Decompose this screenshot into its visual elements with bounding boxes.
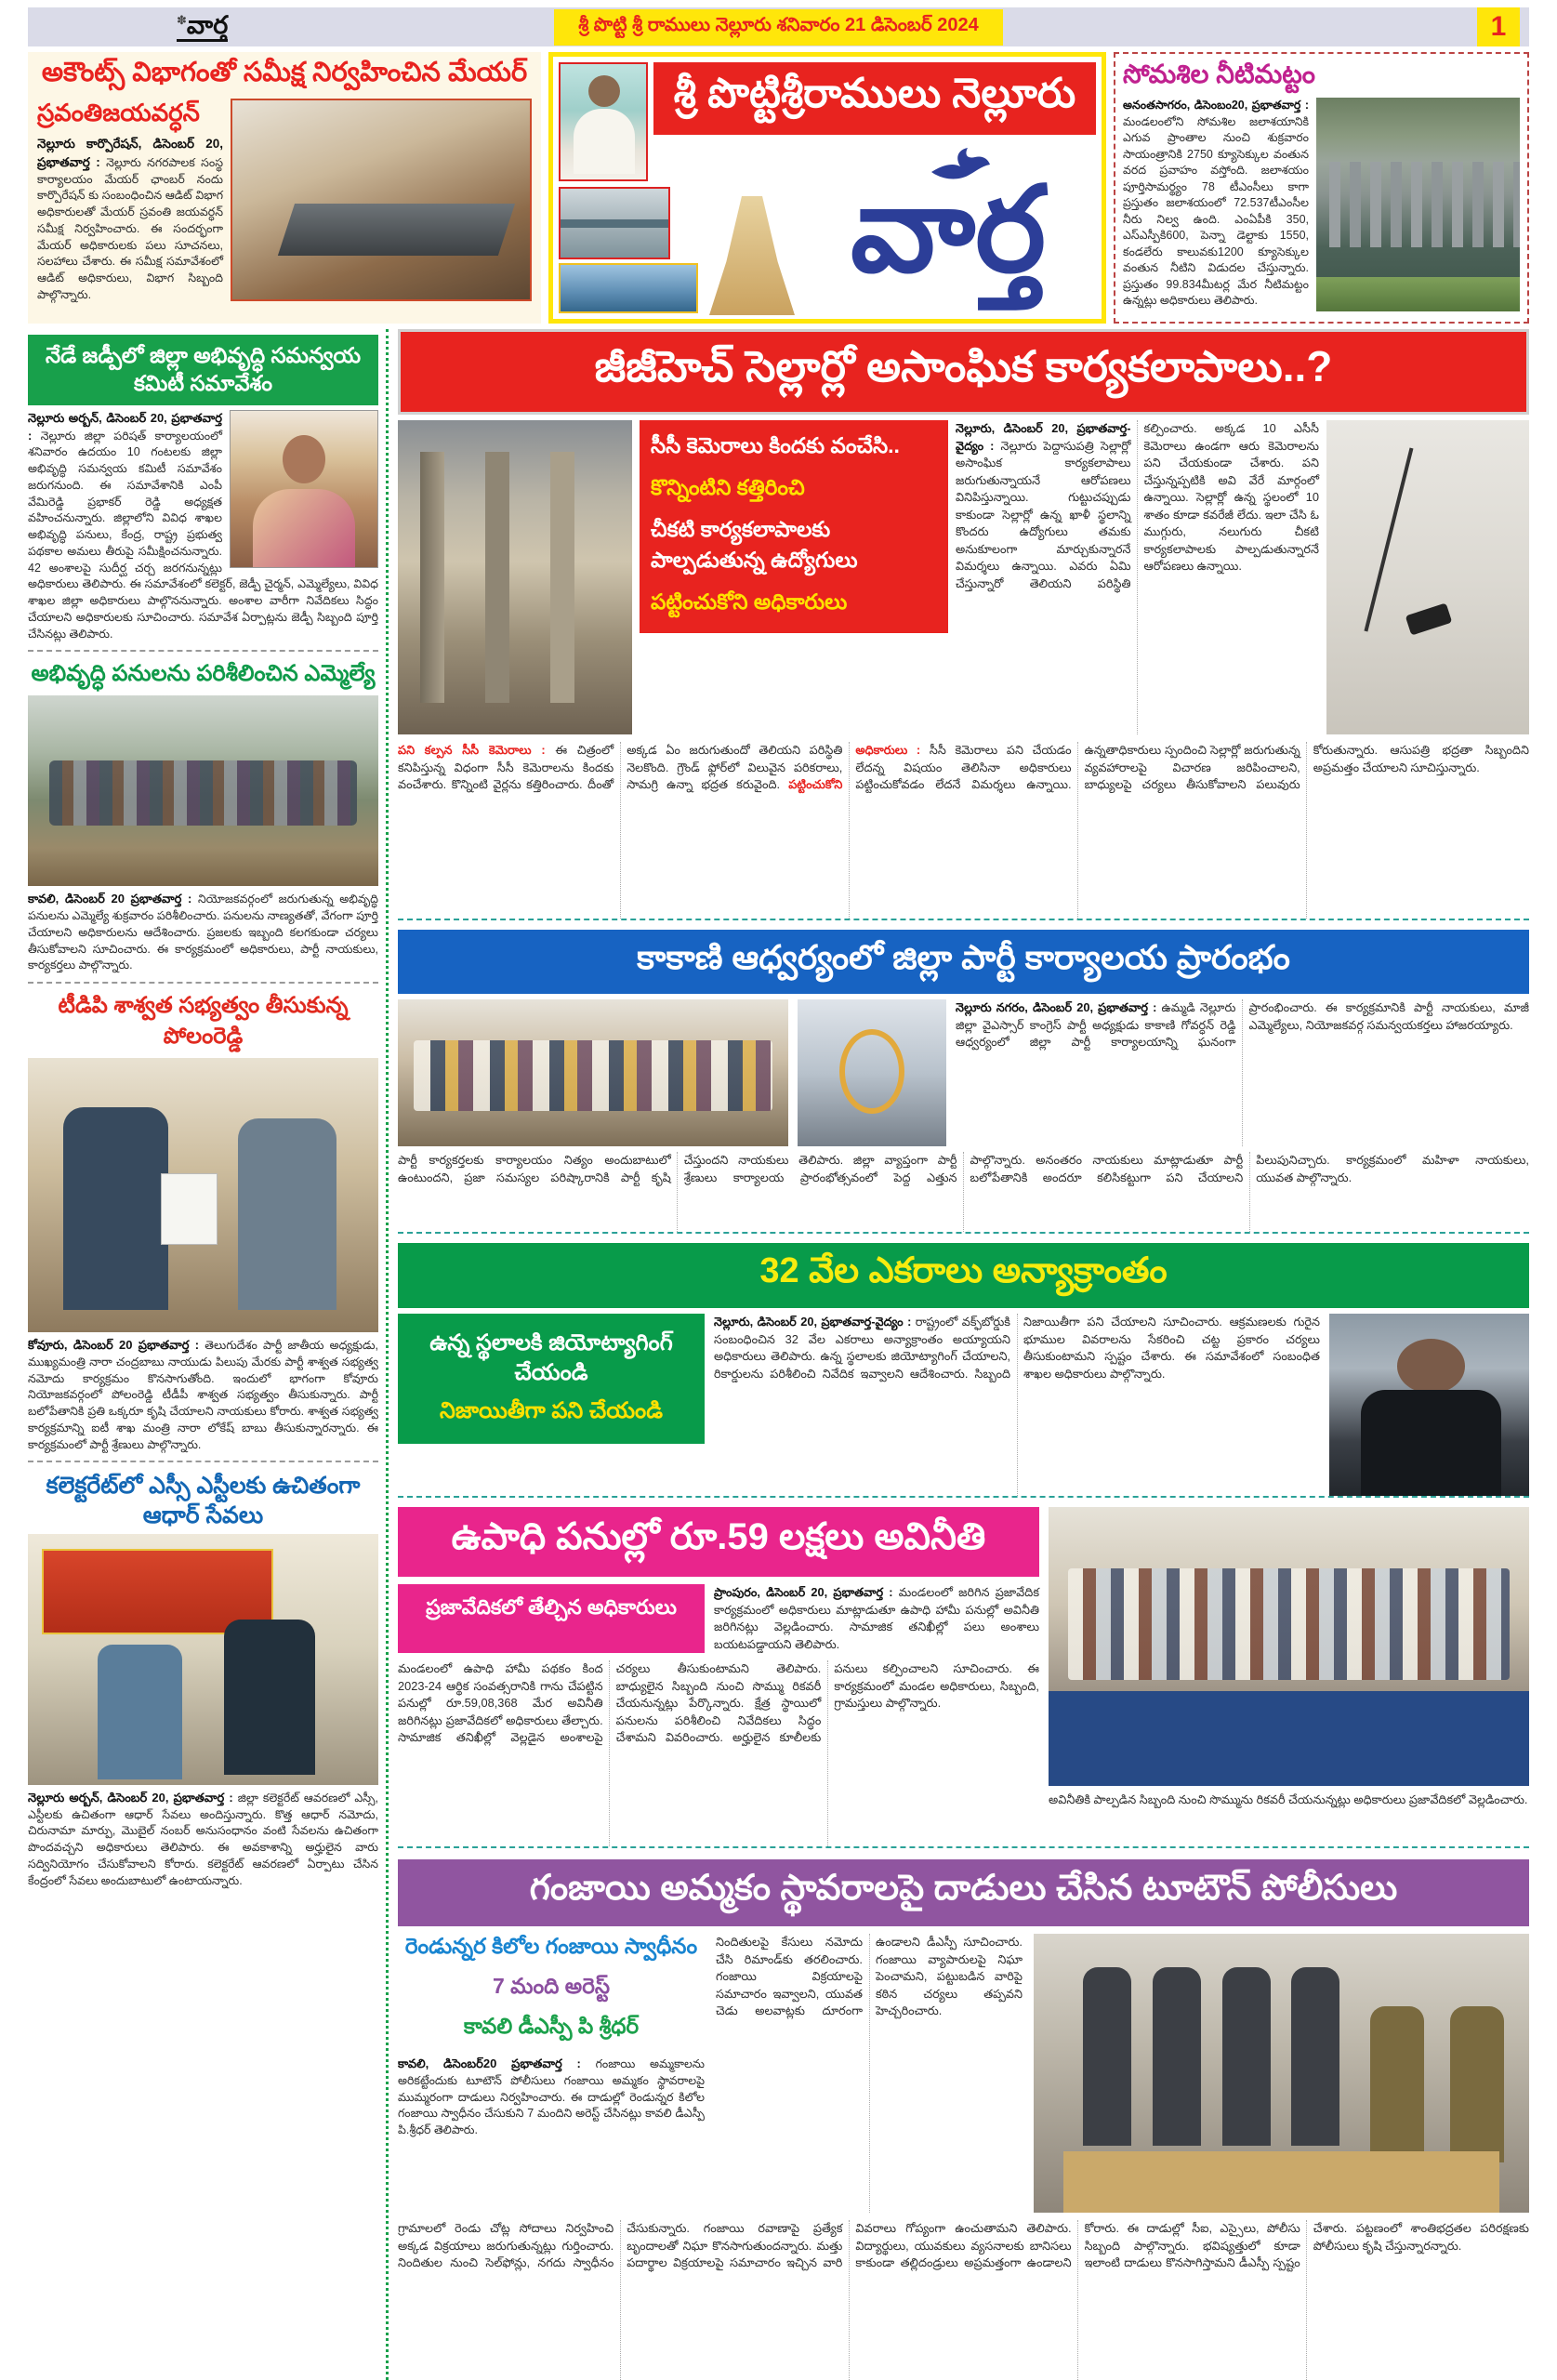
k32-dateline: నెల్లూరు, డిసెంబర్ 20, ప్రభాతవార్త-వైద్యం : [714,1315,912,1329]
mla-headline: అభివృద్ధి పనులను పరిశీలించిన ఎమ్మెల్యే [31,661,376,687]
tdp-dateline: కోవూరు, డిసెంబర్ 20 ప్రభాతవార్త : [28,1338,200,1353]
article-somasila [1114,52,1529,324]
ganja-body-3: గ్రామాలలో రెండు చోట్ల సోదాలు నిర్వహించి అక్కడ విక్రయాలు జరుగుతున్నట్లు గుర్తించారు. నిందితుల నుంచి సెల్‌ఫోన్లు, నగదు స్వాధీనం చేసుకున్నారు. గంజాయి రవాణాపై ప్రత్యేక బృందాలతో నిఘా కొనసాగుతుందన్నారు. మత్తు పదార్థాల విక్రయాలపై సమాచారం ఇచ్చిన వారి వివరాలు గోప్యంగా ఉంచుతామని తెలిపారు. విద్యార్థులు, యువకులు వ్యసనాలకు బానిసలు కాకుండా తల్లిదండ్రులు అప్రమత్తంగా ఉండాలని కోరారు. ఈ దాడుల్లో సీఐ, ఎస్సైలు, పోలీసు సిబ్బంది పాల్గొన్నారు. భవిష్యత్తులో కూడా ఇలాంటి దాడులు కొనసాగిస్తామని డీఎస్పీ స్పష్టం చేశారు. పట్టణంలో శాంతిభద్రతల పరిరక్షణకు పోలీసులు కృషి చేస్తున్నారన్నారు. [398,2221,1529,2270]
somasila-body: మండలంలోని సోమశిల జలాశయానికి ఎగువ ప్రాంతాల నుంచి శుక్రవారం సాయంత్రానికి 2750 క్యూసెక్కుల వంతున వరద ప్రవాహం వస్తోంది. జలాశయం పూర్తిసామర్థ్యం 78 టీఎంసీలు కాగా ప్రస్తుతం జలాశయంలో 72.537టీఎంసీల నీరు నిల్వ ఉంది. ఎంఏపీకి 350, ఎస్ఎస్పీకి600, పెన్నా డెల్టాకు 1550, కండలేరు కాలువకు1200 క్యూసెక్కుల వంతున నీటిని విడుదల చేస్తున్నారు. ప్రస్తుతం 99.834మీటర్ల మేర నీటిమట్టం ఉన్నట్లు అధికారులు తెలిపారు. [1123,114,1309,307]
kakani-headline: కాకాణి ఆధ్వర్యంలో జిల్లా పార్టీ కార్యాలయ ప్రారంభం [398,930,1529,994]
ggh-body-1: నెల్లూరు పెద్దాసుపత్రి సెల్లార్లో అసాంఘిక కార్యకలాపాలు జరుగుతున్నాయనే ఆరోపణలు వినిపిస్తున్నాయి. గుట్టుచప్పుడు కాకుండా సెల్లార్లో ఉన్న ఖాళీ స్థలాన్ని కొందరు ఉద్యోగులు తమకు అనుకూలంగా మార్చుకున్నారనే విమర్శలు ఉన్నాయి. ఎవరు ఏమి చేస్తున్నారో తెలియని పరిస్థితి కల్పించారు. [956,421,1197,590]
masthead [548,52,1106,324]
ganja-subhead-2: 7 మంది అరెస్ట్ [493,1974,610,1999]
article-upadhi-corruption [398,1496,1529,1846]
k32-headline: 32 వేల ఎకరాలు అన్యాక్రాంతం [398,1243,1529,1308]
kakani-body-2: పార్టీ కార్యకర్తలకు కార్యాలయం నిత్యం అందుబాటులో ఉంటుందని, ప్రజా సమస్యల పరిష్కారానికి పార్టీ కృషి చేస్తుందని నాయకులు తెలిపారు. జిల్లా వ్యాప్తంగా పార్టీ శ్రేణులు కార్యాలయ ప్రారంభోత్సవంలో పెద్ద ఎత్తున పాల్గొన్నారు. అనంతరం నాయకులు మాట్లాడుతూ పార్టీ బలోపేతానికి అందరూ కలిసికట్టుగా పని చేయాలని పిలుపునిచ్చారు. కార్యక్రమంలో మహిళా నాయకులు, యువత పాల్గొన్నారు. [398,1153,1529,1184]
upadhi-dateline: ప్రాంపురం, డిసెంబర్ 20, ప్రభాతవార్త : [714,1585,893,1599]
party-office-garland-photo [798,999,946,1146]
upadhi-headline: ఉపాధి పనుల్లో రూ.59 లక్షలు అవినీతి [398,1507,1039,1577]
page-number: 1 [1477,7,1520,46]
harbor-photo [559,263,698,313]
ggh-dateline: నెల్లూరు, డిసెంబర్ 20, ప్రభాతవార్త-వైద్యం : [956,421,1131,453]
article-32k-acres [398,1232,1529,1496]
top-bar [28,7,1529,46]
upadhi-side-text: మండలంలో జరిగిన ప్రజావేదిక కార్యక్రమంలో అధికారులు మాట్లాడుతూ ఉపాధి హామీ పనుల్లో అవినీతి జరిగినట్లు వెల్లడించారు. సామాజిక తనిఖీల్లో పలు అంశాలు బయటపడ్డాయని తెలిపారు. [714,1585,1039,1651]
flower-icon: ✽ [177,12,187,27]
mayor-headline: అకౌంట్స్ విభాగంతో సమీక్ష నిర్వహించిన మేయర్ [41,58,528,87]
date-strip: శ్రీ పొట్టి శ్రీ రాములు నెల్లూరు శనివారం 21 డిసెంబర్ 2024 [554,9,1003,46]
k32-body: రాష్ట్రంలో వక్ఫ్‌బోర్డుకి సంబంధించిన 32 వేల ఎకరాలు అన్యాక్రాంతం అయ్యాయని అధికారులు తెలిపారు. ఉన్న స్థలాలకు జియోట్యాగింగ్ చేయాలని, రికార్డులను పరిశీలించి నివేదిక ఇవ్వాలని ఆదేశించారు. సిబ్బంది నిజాయితీగా పని చేయాలని సూచించారు. ఆక్రమణలకు గురైన భూముల వివరాలను సేకరించి చట్ట ప్రకారం చర్యలు తీసుకుంటామని స్పష్టం చేశారు. ఈ సమావేశంలో సంబంధిత శాఖల అధికారులు పాల్గొన్నారు. [714,1315,1320,1381]
tdp-body: తెలుగుదేశం పార్టీ జాతీయ అధ్యక్షుడు, ముఖ్యమంత్రి నారా చంద్రబాబు నాయుడు పిలుపు మేరకు పార్టీ శాశ్వత సభ్యత్వ నమోదు కార్యక్రమం కొనసాగుతోంది. ఇందులో భాగంగా కోవూరు నియోజకవర్గంలో పోలంరెడ్డి టీడీపీ శాశ్వత సభ్యత్వం తీసుకున్నారు. పార్టీ బలోపేతానికి ప్రతి ఒక్కరూ కృషి చేయాలని నాయకులు కోరారు. శాశ్వత సభ్యత్వ కార్యక్రమాన్ని ఐటీ శాఖ మంత్రి నారా లోకేష్ బాబు తీసుకున్నారన్నారు. ఈ కార్యక్రమంలో పార్టీ శ్రేణులు పాల్గొన్నారు. [28,1339,378,1451]
article-zp-meeting [28,329,378,642]
k32-subhead-box [398,1314,705,1444]
zp-official-portrait [230,410,378,568]
upadhi-body: మండలంలో ఉపాధి హామీ పథకం కింద 2023-24 ఆర్థిక సంవత్సరానికి గాను చేపట్టిన పనుల్లో రూ.59,08,368 మేర అవినీతి జరిగినట్లు ప్రజావేదికలో అధికారులు తేల్చారు. సామాజిక తనిఖీల్లో వెల్లడైన అంశాలపై చర్యలు తీసుకుంటామని తెలిపారు. బాధ్యులైన సిబ్బంది నుంచి సొమ్ము రికవరీ చేయనున్నట్లు పేర్కొన్నారు. క్షేత్ర స్థాయిలో పనులను పరిశీలించి నివేదికలు సిద్ధం చేశామని వివరించారు. అర్హులైన కూలీలకు పనులు కల్పించాలని సూచించారు. ఈ కార్యక్రమంలో మండల అధికారులు, సిబ్బంది, గ్రామస్తులు పాల్గొన్నారు. [398,1661,1039,1745]
ggh-body-2: అక్కడ 10 ఎసీసీ కెమెరాలు ఉండగా ఆరు కెమెరాలను పని చేయకుండా చేశారు. పని చేస్తున్నప్పటికి అవి వేరే మార్గంలో ఉన్నాయి. సెల్లార్లో ఉన్న స్థలంలో 10 శాతం కూడా కవరేజీ లేదు. ఇలా చేసి ఓ ముగ్గురు, నలుగురు చీకటి కార్యకలాపాలకు పాల్పడుతున్నారనే ఆరోపణలు ఉన్నాయి. [1143,421,1319,574]
mayor-meeting-photo [231,99,532,301]
tdp-membership-photo [28,1058,378,1332]
police-arrest-photo [1034,1934,1529,2213]
mayor-body: నెల్లూరు నగరపాలక సంస్థ కార్యాలయం మేయర్ ఛాంబర్ నందు కార్పొరేషన్ కు సంబంధించిన ఆడిట్ విభాగ అధికారులతో మేయర్ స్రవంతి జయవర్ధన్ సమీక్ష నిర్వహించారు. ఈ సందర్భంగా మేయర్ అధికారులకు పలు సూచనలు, సలహాలు చేశారు. ఈ సమీక్ష సమావేశంలో ఆడిట్ అధికారులు, విభాగ సిబ్బంది పాల్గొన్నారు. [37,155,223,301]
kakani-body-1: ఉమ్మడి నెల్లూరు జిల్లా వైఎస్సార్ కాంగ్రెస్ పార్టీ అధ్యక్షుడు కాకాణి గోవర్ధన్ రెడ్డి ఆధ్వర్యంలో జిల్లా పార్టీ కార్యాలయాన్ని ఘనంగా ప్రారంభించారు. ఈ కార్యక్రమానికి పార్టీ నాయకులు, మాజీ ఎమ్మెల్యేలు, నియోజకవర్గ సమన్వయకర్తలు హాజరయ్యారు. [956,1000,1529,1050]
ggh-subhead-4: పట్టించుకోని అధికారులు [651,589,848,614]
zp-dateline: నెల్లూరు అర్బన్, డిసెంబర్ 20, ప్రభాతవార్త : [28,410,222,443]
left-column [28,329,389,2380]
article-aadhaar-services [28,1461,378,1889]
ganja-body-1: గంజాయి అమ్మకాలను అరికట్టేందుకు టూటౌన్ పోలీసులు గంజాయి అమ్మకం స్థావరాలపై ముమ్మరంగా దాడులు నిర్వహించారు. ఈ దాడుల్లో రెండున్నర కిలోల గంజాయి స్వాధీనం చేసుకుని 7 మందిని అరెస్ట్ చేసినట్లు కావలి డీఎస్పీ పి.శ్రీధర్ తెలిపారు. [398,2057,705,2137]
ggh-subhead-3: చీకటి కార్యకలాపాలకు పాల్పడుతున్న ఉద్యోగులు [651,517,858,572]
aadhaar-body: జిల్లా కలెక్టరేట్ ఆవరణలో ఎస్సీ, ఎస్టీలకు ఉచితంగా ఆధార్ సేవలు అందిస్తున్నారు. కొత్త ఆధార్ నమోదు, చిరునామా మార్పు, మొబైల్ నంబర్ అనుసంధానం వంటి సేవలను ఉచితంగా పొందవచ్చని అధికారులు తెలిపారు. ఈ అవకాశాన్ని అర్హులైన వారు సద్వినియోగం చేసుకోవాలని కోరారు. కలెక్టరేట్ ఆవరణలో ఏర్పాటు చేసిన కేంద్రంలో సేవలు అందుబాటులో ఉంటాయన్నారు. [28,1791,378,1887]
ggh-subhead-box [640,420,948,633]
official-portrait-photo [1329,1314,1529,1496]
prajavedika-photo [1049,1507,1529,1786]
potti-sriramulu-portrait [559,62,648,181]
kakani-dateline: నెల్లూరు నగరం, డిసెంబర్ 20, ప్రభాతవార్త : [956,1000,1157,1014]
cellar-photo [398,420,632,734]
zp-body: నెల్లూరు జిల్లా పరిషత్ కార్యాలయంలో శనివారం ఉదయం 10 గంటలకు జిల్లా అభివృద్ధి సమన్వయ కమిటీ సమావేశం జరుగనుంది. ఈ సమావేశానికి ఎంపీ వేమిరెడ్డి ప్రభాకర్ రెడ్డి అధ్యక్షత వహించనున్నారు. జిల్లాలోని వివిధ శాఖల అభివృద్ధి పనులు, కేంద్ర, రాష్ట్ర ప్రభుత్వ పథకాల అమలు తీరుపై సమీక్షించనున్నారు. 42 అంశాలపై సుదీర్ఘ చర్చ జరగనున్నట్లు అధికారులు తెలిపారు. ఈ సమావేశంలో కలెక్టర్, జెడ్పీ చైర్మన్, ఎమ్మెల్యేలు, వివిధ శాఖల జిల్లా అధికారులు పాల్గొననున్నారు. అంశాల వారీగా నివేదికలు సిద్ధం చేయాలని అధికారులకు సూచించారు. సమావేశ ఏర్పాట్లను జెడ్పీ సిబ్బంది పూర్తి చేసినట్లు తెలిపారు. [28,429,378,641]
ggh-inline-head-2: పట్టించుకోని అధికారులు : [788,743,921,792]
tdp-headline: టీడిపి శాశ్వత సభ్యత్వం తీసుకున్న పోలంరెడ్డి [58,993,349,1050]
ganja-subhead-1: రెండున్నర కిలోల గంజాయి స్వాధీనం [404,1934,698,1959]
masthead-mini-logo: ✽వార్త [177,12,228,43]
ggh-subhead-1: సీసీ కెమెరాలు కిందకు వంచేసి.. [651,433,900,457]
somasila-headline: సోమశిల నీటిమట్టం [1123,60,1316,88]
article-ggh-cellar [398,329,1529,919]
k32-subhead-1: ఉన్న స్థలాలకి జియోట్యాగింగ్ చేయండి [429,1330,673,1386]
mla-dateline: కావలి, డిసెంబర్ 20 ప్రభాతవార్త : [28,892,192,906]
main-column [398,329,1529,2380]
mayor-subhead: స్రవంతిజయవర్ధన్ [37,99,200,126]
cctv-wires-photo [1326,420,1529,734]
k32-subhead-2: నిజాయితీగా పని చేయండి [440,1397,663,1423]
upadhi-photo-caption: అవినీతికి పాల్పడిన సిబ్బంది నుంచి సొమ్మును రికవరీ చేయనున్నట్లు అధికారులు ప్రజావేదికలో వెల్లడించారు. [1049,1792,1528,1806]
article-ganja-raids [398,1846,1529,2380]
mla-inspection-photo [28,695,378,886]
ggh-body-3: ఈ చిత్రంలో కనిపిస్తున్న విధంగా సీసీ కెమెరాలను కిందకు వంచేశారు. కొన్నింటి వైర్లను కత్తిరించారు. దీంతో అక్కడ ఏం జరుగుతుందో తెలియని పరిస్థితి నెలకొంది. గ్రౌండ్ ఫ్లోర్‌లో విలువైన పరికరాలు, సామగ్రి ఉన్నా భద్రత కరువైంది. [398,743,843,792]
ganja-dateline: కావలి, డిసెంబర్20 ప్రభాతవార్త : [398,2056,581,2071]
mla-body: నియోజకవర్గంలో జరుగుతున్న అభివృద్ధి పనులను ఎమ్మెల్యే శుక్రవారం పరిశీలించారు. పనులను నాణ్యతతో, వేగంగా పూర్తి చేయాలని అధికారులను ఆదేశించారు. ప్రజలకు ఇబ్బంది కలగకుండా చర్యలు తీసుకోవాలని సూచించారు. ఈ కార్యక్రమంలో అధికారులు, పార్టీ నాయకులు, కార్యకర్తలు పాల్గొన్నారు. [28,892,378,972]
zp-headline: నేడే జడ్పీలో జిల్లా అభివృద్ధి సమన్వయ కమిటీ సమావేశం [28,335,378,405]
ganja-body-2: నిందితులపై కేసులు నమోదు చేసి రిమాండ్‌కు తరలించారు. గంజాయి విక్రయాలపై సమాచారం ఇవ్వాలని, యువత చెడు అలవాట్లకు దూరంగా ఉండాలని డీఎస్పీ సూచించారు. గంజాయి వ్యాపారులపై నిఘా పెంచామని, పట్టుబడిన వారిపై కఠిన చర్యలు తప్పవని హెచ్చరించారు. [716,1935,1023,2018]
aadhaar-camp-photo [28,1534,378,1785]
ggh-subhead-2: కొన్నింటిని కత్తిరించి [651,475,805,499]
masthead-logo-word: వార్త [850,164,1047,297]
mayor-dateline: నెల్లూరు కార్పొరేషన్, డిసెంబర్ 20, ప్రభాతవార్త : [37,137,223,169]
ganja-subhead-3: కావలి డీఎస్పీ పి శ్రీధర్ [463,2014,640,2039]
bridge-photo [559,187,670,259]
aadhaar-dateline: నెల్లూరు అర్బన్, డిసెంబర్ 20, ప్రభాతవార్త : [28,1790,233,1805]
masthead-banner: శ్రీ పొట్టిశ్రీరాములు నెల్లూరు [653,62,1096,135]
ggh-headline: జీజీహెచ్ సెల్లార్లో అసాంఘిక కార్యకలాపాలు..? [398,329,1529,415]
somasila-dam-photo [1316,98,1520,311]
aadhaar-headline: కలెక్టరేట్‌లో ఎస్సీ ఎస్టీలకు ఉచితంగా ఆధార్ సేవలు [46,1473,361,1528]
article-party-office [398,919,1529,1232]
upadhi-subhead: ప్రజావేదికలో తేల్చిన అధికారులు [398,1584,705,1653]
article-mayor-review [28,52,541,324]
ganja-headline: గంజాయి అమ్మకం స్థావరాలపై దాడులు చేసిన టూటౌన్ పోలీసులు [398,1859,1529,1926]
somasila-dateline: అనంతసాగరం, డిసెంబం20, ప్రభాతవార్త : [1123,99,1309,112]
ggh-inline-head-1: పని కల్పన సీసీ కెమెరాలు : [398,743,546,757]
article-tdp-membership [28,982,378,1453]
party-office-group-photo [398,999,788,1146]
ggh-body-4: సీసీ కెమెరాలు పని చేయడం లేదన్న విషయం తెలిసినా అధికారులు పట్టించుకోవడం లేదనే విమర్శలు ఉన్నాయి. ఉన్నతాధికారులు స్పందించి సెల్లార్లో జరుగుతున్న వ్యవహారాలపై విచారణ జరిపించాలని, బాధ్యులపై చర్యలు తీసుకోవాలని పలువురు కోరుతున్నారు. ఆసుపత్రి భద్రతా సిబ్బందిని అప్రమత్తం చేయాలని సూచిస్తున్నారు. [855,743,1529,792]
article-mla-inspection [28,650,378,974]
temple-gopuram-image [709,196,795,315]
